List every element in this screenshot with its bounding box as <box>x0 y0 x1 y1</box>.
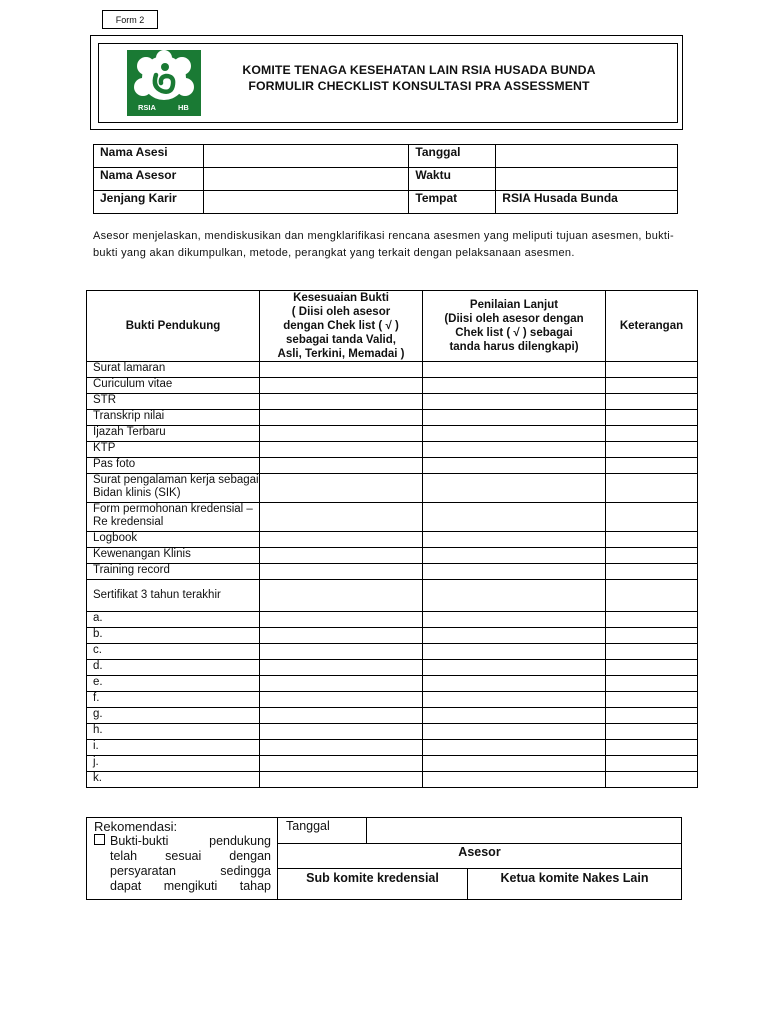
header-kesesuaian-line: Asli, Terkini, Memadai ) <box>277 348 405 360</box>
kesesuaian-check-cell[interactable] <box>260 394 423 410</box>
recommendation-word: dengan <box>229 849 271 863</box>
kesesuaian-check-cell[interactable] <box>260 410 423 426</box>
penilaian-check-cell[interactable] <box>423 410 606 426</box>
kesesuaian-check-cell[interactable] <box>260 628 423 644</box>
evidence-item-label: KTP <box>87 442 260 458</box>
evidence-item-label: b. <box>87 628 260 644</box>
evidence-item-label: Logbook <box>87 532 260 548</box>
evidence-item-label: h. <box>87 724 260 740</box>
recommendation-option[interactable] <box>94 834 168 849</box>
header-penilaian-lanjut <box>423 291 606 362</box>
document-title <box>209 62 629 94</box>
kesesuaian-check-cell[interactable] <box>260 426 423 442</box>
table-row <box>87 532 698 548</box>
recommendation-word: persyaratan <box>110 864 177 878</box>
intro-paragraph: Asesor menjelaskan, mendiskusikan dan mengklarifikasi rencana asesmen yang meliputi tujuan asesmen, bukti- bukti yang akan dikumpulkan, metode, perangkat yang terkait dengan pelaksanaan asesmen. <box>93 230 674 259</box>
header-frame <box>90 35 683 130</box>
table-row <box>87 708 698 724</box>
table-row <box>87 548 698 564</box>
identity-label: Nama Asesor <box>94 168 204 191</box>
penilaian-check-cell[interactable] <box>423 426 606 442</box>
penilaian-check-cell[interactable] <box>423 756 606 772</box>
header-kesesuaian-line: ( Diisi oleh asesor <box>291 306 391 318</box>
penilaian-check-cell[interactable] <box>423 442 606 458</box>
keterangan-cell[interactable] <box>606 458 698 474</box>
table-row <box>87 740 698 756</box>
recommendation-cell <box>87 818 278 899</box>
identity-row <box>94 191 678 214</box>
penilaian-check-cell[interactable] <box>423 628 606 644</box>
keterangan-cell[interactable] <box>606 644 698 660</box>
table-row <box>87 724 698 740</box>
penilaian-check-cell[interactable] <box>423 724 606 740</box>
kesesuaian-check-cell[interactable] <box>260 532 423 548</box>
keterangan-cell[interactable] <box>606 580 698 612</box>
identity-label: Waktu <box>409 168 496 191</box>
evidence-item-label: d. <box>87 660 260 676</box>
identity-label: Tanggal <box>409 145 496 168</box>
evidence-item-label: k. <box>87 772 260 788</box>
recommendation-checkbox[interactable] <box>94 834 105 845</box>
identity-row <box>94 168 678 191</box>
keterangan-cell[interactable] <box>606 740 698 756</box>
evidence-item-label: Form permohonan kredensial – Re kredensial <box>87 503 260 532</box>
recommendation-word: telah <box>110 849 138 863</box>
recommendation-word: mengikuti <box>163 879 218 893</box>
penilaian-check-cell[interactable] <box>423 708 606 724</box>
kesesuaian-check-cell[interactable] <box>260 644 423 660</box>
identity-value-field[interactable]: RSIA Husada Bunda <box>496 191 678 214</box>
table-row <box>87 676 698 692</box>
recommendation-section <box>86 817 682 900</box>
evidence-item-label: Ijazah Terbaru <box>87 426 260 442</box>
date-value-field[interactable] <box>367 818 681 844</box>
kesesuaian-check-cell[interactable] <box>260 564 423 580</box>
penilaian-check-cell[interactable] <box>423 692 606 708</box>
title-line-2: FORMULIR CHECKLIST KONSULTASI PRA ASSESSMENT <box>248 79 590 93</box>
title-line-1: KOMITE TENAGA KESEHATAN LAIN RSIA HUSADA BUNDA <box>242 63 596 77</box>
evidence-item-label: a. <box>87 612 260 628</box>
identity-value-field[interactable] <box>203 191 409 214</box>
keterangan-cell[interactable] <box>606 612 698 628</box>
header-kesesuaian-line: Kesesuaian Bukti <box>293 292 389 304</box>
evidence-item-label: f. <box>87 692 260 708</box>
recommendation-word: pendukung <box>209 834 271 848</box>
keterangan-cell[interactable] <box>606 564 698 580</box>
identity-value-field[interactable] <box>496 168 678 191</box>
penilaian-check-cell[interactable] <box>423 580 606 612</box>
recommendation-word: Bukti-bukti <box>110 834 169 848</box>
kesesuaian-check-cell[interactable] <box>260 772 423 788</box>
evidence-item-label: Pas foto <box>87 458 260 474</box>
evidence-item-label: Surat pengalaman kerja sebagai Bidan klinis (SIK) <box>87 474 260 503</box>
keterangan-cell[interactable] <box>606 628 698 644</box>
table-row <box>87 692 698 708</box>
kesesuaian-check-cell[interactable] <box>260 548 423 564</box>
keterangan-cell[interactable] <box>606 503 698 532</box>
evidence-item-label: j. <box>87 756 260 772</box>
recommendation-line <box>94 849 271 864</box>
header-penilaian-line: Chek list ( √ ) sebagai <box>455 327 573 339</box>
kesesuaian-check-cell[interactable] <box>260 740 423 756</box>
evidence-item-label: i. <box>87 740 260 756</box>
table-row <box>87 580 698 612</box>
recommendation-text <box>94 834 271 894</box>
recommendation-line <box>94 864 271 879</box>
header-penilaian-line: Penilaian Lanjut <box>469 299 559 311</box>
identity-label: Tempat <box>409 191 496 214</box>
asesor-header-cell <box>278 844 681 869</box>
date-label-cell <box>278 818 367 844</box>
asesor-label: Asesor <box>458 845 501 859</box>
table-row <box>87 410 698 426</box>
penilaian-check-cell[interactable] <box>423 564 606 580</box>
table-row <box>87 628 698 644</box>
recommendation-word: tahap <box>239 879 271 893</box>
identity-table <box>93 144 678 214</box>
header-penilaian-line: (Diisi oleh asesor dengan <box>444 313 584 325</box>
penilaian-check-cell[interactable] <box>423 474 606 503</box>
keterangan-cell[interactable] <box>606 394 698 410</box>
keterangan-cell[interactable] <box>606 692 698 708</box>
sub-committee-label: Sub komite kredensial <box>306 871 439 885</box>
kesesuaian-check-cell[interactable] <box>260 474 423 503</box>
keterangan-cell[interactable] <box>606 378 698 394</box>
evidence-item-label: e. <box>87 676 260 692</box>
evidence-item-label: g. <box>87 708 260 724</box>
keterangan-cell[interactable] <box>606 676 698 692</box>
keterangan-cell[interactable] <box>606 410 698 426</box>
hospital-logo <box>126 49 202 117</box>
evidence-checklist-table <box>86 290 698 788</box>
keterangan-cell[interactable] <box>606 474 698 503</box>
evidence-item-label: Training record <box>87 564 260 580</box>
evidence-item-label: Transkrip nilai <box>87 410 260 426</box>
keterangan-cell[interactable] <box>606 532 698 548</box>
penilaian-check-cell[interactable] <box>423 660 606 676</box>
table-row <box>87 612 698 628</box>
kesesuaian-check-cell[interactable] <box>260 362 423 378</box>
table-row <box>87 644 698 660</box>
keterangan-cell[interactable] <box>606 548 698 564</box>
keterangan-cell[interactable] <box>606 708 698 724</box>
table-row <box>87 756 698 772</box>
form-number-text: Form 2 <box>115 14 145 25</box>
kesesuaian-check-cell[interactable] <box>260 580 423 612</box>
recommendation-word: dapat <box>110 879 142 893</box>
evidence-item-label: Surat lamaran <box>87 362 260 378</box>
identity-value-field[interactable] <box>203 145 409 168</box>
header-kesesuaian-line: sebagai tanda Valid, <box>286 334 396 346</box>
committee-chair-cell <box>468 869 681 899</box>
header-kesesuaian-line: dengan Chek list ( √ ) <box>283 320 399 332</box>
penilaian-check-cell[interactable] <box>423 532 606 548</box>
penilaian-check-cell[interactable] <box>423 644 606 660</box>
evidence-item-label: Sertifikat 3 tahun terakhir <box>87 580 260 612</box>
penilaian-check-cell[interactable] <box>423 503 606 532</box>
kesesuaian-check-cell[interactable] <box>260 724 423 740</box>
evidence-item-label: Kewenangan Klinis <box>87 548 260 564</box>
header-penilaian-line: tanda harus dilengkapi) <box>449 341 579 353</box>
keterangan-cell[interactable] <box>606 362 698 378</box>
identity-value-field[interactable] <box>203 168 409 191</box>
keterangan-cell[interactable] <box>606 756 698 772</box>
committee-chair-label: Ketua komite Nakes Lain <box>500 871 649 885</box>
table-row <box>87 503 698 532</box>
penilaian-check-cell[interactable] <box>423 612 606 628</box>
penilaian-check-cell[interactable] <box>423 378 606 394</box>
identity-value-field[interactable] <box>496 145 678 168</box>
keterangan-cell[interactable] <box>606 442 698 458</box>
penilaian-check-cell[interactable] <box>423 394 606 410</box>
date-label: Tanggal <box>286 819 330 833</box>
recommendation-label: Rekomendasi: <box>94 819 178 834</box>
recommendation-line <box>94 834 271 849</box>
kesesuaian-check-cell[interactable] <box>260 756 423 772</box>
kesesuaian-check-cell[interactable] <box>260 676 423 692</box>
kesesuaian-check-cell[interactable] <box>260 503 423 532</box>
table-row <box>87 394 698 410</box>
table-row <box>87 426 698 442</box>
sub-committee-cell <box>278 869 468 899</box>
kesesuaian-check-cell[interactable] <box>260 692 423 708</box>
table-row <box>87 772 698 788</box>
table-row <box>87 458 698 474</box>
keterangan-cell[interactable] <box>606 426 698 442</box>
header-inner-frame <box>98 43 678 123</box>
penilaian-check-cell[interactable] <box>423 458 606 474</box>
kesesuaian-check-cell[interactable] <box>260 378 423 394</box>
table-row <box>87 564 698 580</box>
evidence-item-label: STR <box>87 394 260 410</box>
logo-text-rsia: RSIA <box>138 103 156 112</box>
keterangan-cell[interactable] <box>606 724 698 740</box>
penilaian-check-cell[interactable] <box>423 362 606 378</box>
kesesuaian-check-cell[interactable] <box>260 442 423 458</box>
keterangan-cell[interactable] <box>606 772 698 788</box>
recommendation-word: sesuai <box>165 849 202 863</box>
header-keterangan: Keterangan <box>606 291 698 362</box>
logo-text-hb: HB <box>178 103 189 112</box>
evidence-item-label: c. <box>87 644 260 660</box>
form-number-tag <box>102 10 158 29</box>
kesesuaian-check-cell[interactable] <box>260 612 423 628</box>
table-row <box>87 362 698 378</box>
recommendation-line <box>94 879 271 894</box>
penilaian-check-cell[interactable] <box>423 772 606 788</box>
kesesuaian-check-cell[interactable] <box>260 458 423 474</box>
penilaian-check-cell[interactable] <box>423 740 606 756</box>
signature-area <box>278 818 681 899</box>
table-row <box>87 378 698 394</box>
table-row <box>87 660 698 676</box>
identity-label: Jenjang Karir <box>94 191 204 214</box>
table-row <box>87 474 698 503</box>
identity-label: Nama Asesi <box>94 145 204 168</box>
evidence-item-label: Curiculum vitae <box>87 378 260 394</box>
penilaian-check-cell[interactable] <box>423 676 606 692</box>
kesesuaian-check-cell[interactable] <box>260 660 423 676</box>
kesesuaian-check-cell[interactable] <box>260 708 423 724</box>
keterangan-cell[interactable] <box>606 660 698 676</box>
penilaian-check-cell[interactable] <box>423 548 606 564</box>
identity-row <box>94 145 678 168</box>
recommendation-word: sedingga <box>220 864 271 878</box>
header-bukti-pendukung: Bukti Pendukung <box>87 291 260 362</box>
header-kesesuaian-bukti <box>260 291 423 362</box>
table-row <box>87 442 698 458</box>
